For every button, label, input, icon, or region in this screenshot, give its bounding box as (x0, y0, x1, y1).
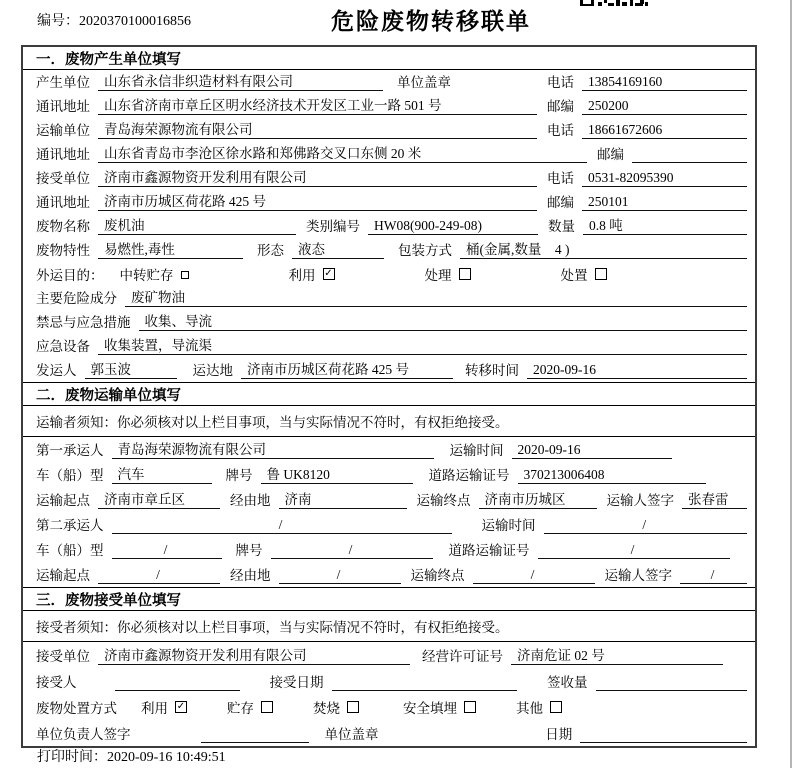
transfer-time-label: 转移时间 (465, 363, 519, 378)
row-second-carrier (23, 512, 755, 537)
row-receiving-person (23, 668, 755, 694)
date-label: 日期 (545, 727, 573, 742)
category-code-label: 类别编号 (306, 219, 360, 234)
doc-number-value: 2020370100016856 (79, 14, 191, 29)
unit-seal-label: 单位盖章 (324, 727, 379, 742)
transporter-name-value: 青岛海荣源物流有限公司 (98, 118, 537, 139)
row-disposal-method (23, 694, 755, 720)
checkbox-icon (347, 701, 359, 713)
road-permit-label: 道路运输证号 (428, 468, 510, 483)
row-hazard-component (23, 286, 755, 310)
checkbox-icon (464, 701, 476, 713)
transporter-address-value: 山东省青岛市李沧区徐水路和郑佛路交叉口东侧 20 米 (98, 142, 587, 163)
receiver-name-value: 济南市鑫源物资开发利用有限公司 (98, 166, 537, 187)
option-label: 中转贮存 (119, 268, 174, 283)
row-emergency-measures (23, 310, 755, 334)
transport-time-label: 运输时间 (481, 518, 536, 533)
zip-label: 邮编 (547, 99, 574, 114)
via-label: 经由地 (230, 493, 271, 508)
option-treat (425, 264, 471, 284)
field-label: 废物特性 (36, 243, 90, 258)
option-store (227, 697, 273, 717)
option-label: 贮存 (227, 701, 254, 716)
row-route-1 (23, 487, 755, 512)
section-receiver (23, 587, 755, 746)
route-end-value: 济南市历城区 (479, 488, 597, 509)
option-label: 处理 (424, 268, 452, 283)
route-end-label: 运输终点 (416, 493, 471, 508)
route-end-value: / (473, 567, 595, 584)
operating-permit-label: 经营许可证号 (422, 649, 503, 664)
field-label: 通讯地址 (36, 147, 90, 162)
responsible-signature-value (201, 733, 309, 743)
producer-name-value: 山东省永信非织造材料有限公司 (98, 70, 383, 91)
emergency-equipment-value: 收集装置，导流渠 (98, 334, 747, 355)
category-code-value: HW08(900-249-08) (368, 218, 538, 235)
via-value: / (279, 567, 401, 584)
field-label: 第二承运人 (36, 518, 104, 533)
road-permit-label: 道路运输证号 (448, 543, 530, 558)
option-dispose (561, 264, 607, 284)
via-label: 经由地 (230, 568, 271, 583)
row-waste-traits (23, 238, 755, 262)
via-value: 济南 (279, 488, 407, 509)
field-label: 废物处置方式 (36, 701, 117, 716)
producer-address-value: 山东省济南市章丘区明水经济技术开发区工业一路 501 号 (98, 94, 537, 115)
row-first-carrier (23, 437, 755, 462)
plate-label: 牌号 (235, 543, 263, 558)
receive-date-value (332, 681, 517, 691)
option-other (516, 697, 562, 717)
option-label: 处置 (560, 268, 588, 283)
field-label: 运输起点 (36, 493, 90, 508)
checkbox-icon (181, 271, 189, 279)
phone-label: 电话 (547, 123, 574, 138)
producer-zip-value: 250200 (582, 98, 747, 115)
waste-name-value: 废机油 (98, 214, 296, 235)
row-receiving-unit (23, 642, 755, 668)
route-origin-value: / (98, 567, 220, 584)
field-label: 车（船）型 (36, 468, 104, 483)
row-producer-address (23, 94, 755, 118)
receiver-zip-value: 250101 (582, 194, 747, 211)
packing-label: 包装方式 (398, 243, 452, 258)
field-label: 运输起点 (36, 568, 90, 583)
route-end-label: 运输终点 (410, 568, 465, 583)
page-edge-line (790, 0, 792, 768)
checkbox-icon (175, 701, 187, 713)
field-label: 单位负责人签字 (36, 727, 131, 742)
field-label: 废物名称 (36, 219, 90, 234)
zip-label: 邮编 (547, 195, 574, 210)
receiver-notice: 接受者须知：你必须核对以上栏目事项，当与实际情况不符时，有权拒绝接受。 (23, 611, 755, 642)
row-transfer-purpose (23, 262, 755, 286)
road-permit-value: 370213006408 (518, 467, 706, 484)
road-permit-value: / (538, 542, 730, 559)
carrier-signature-value: 张春雷 (682, 488, 747, 509)
field-label: 接受单位 (36, 171, 90, 186)
packing-value: 桶(金属,数量 4 ) (460, 238, 747, 259)
option-label: 利用 (141, 701, 168, 716)
emergency-measures-value: 收集、导流 (139, 310, 748, 331)
option-label: 安全填埋 (403, 701, 457, 716)
quantity-label: 数量 (548, 219, 575, 234)
transport-time-value: / (544, 517, 748, 534)
plate-value: 鲁 UK8120 (261, 463, 413, 484)
plate-label: 牌号 (225, 468, 253, 483)
vehicle-type-value: 汽车 (112, 463, 212, 484)
field-label: 第一承运人 (36, 443, 104, 458)
row-route-2 (23, 562, 755, 587)
page-title: 危险废物转移联单 (331, 8, 531, 34)
section-transport (23, 382, 755, 587)
received-quantity-label: 签收量 (547, 675, 588, 690)
option-label: 其他 (516, 701, 543, 716)
first-carrier-value: 青岛海荣源物流有限公司 (112, 438, 434, 459)
option-secure-landfill (403, 697, 476, 717)
checkbox-icon (595, 268, 607, 280)
shipper-name-value: 郭玉波 (85, 358, 177, 379)
receiver-phone-value: 0531-82095390 (582, 170, 747, 187)
receiver-address-value: 济南市历城区荷花路 425 号 (98, 190, 537, 211)
checkbox-icon (323, 268, 335, 280)
field-label: 发运人 (36, 363, 77, 378)
row-transporter-address (23, 142, 755, 166)
carrier-signature-label: 运输人签字 (604, 568, 672, 583)
form-value: 液态 (292, 238, 384, 259)
option-transfer-storage (120, 264, 189, 284)
print-time-label: 打印时间： (37, 750, 107, 765)
doc-number (37, 10, 191, 30)
field-label: 接受单位 (36, 649, 90, 664)
option-label: 利用 (288, 268, 316, 283)
phone-label: 电话 (547, 171, 574, 186)
row-receiver-address (23, 190, 755, 214)
receiving-person-value (115, 681, 240, 691)
row-shipper (23, 358, 755, 382)
option-incinerate (313, 697, 359, 717)
row-vehicle-2 (23, 537, 755, 562)
received-quantity-value (596, 681, 747, 691)
field-label: 主要危险成分 (36, 291, 117, 306)
field-label: 车（船）型 (36, 543, 104, 558)
row-receiver (23, 166, 755, 190)
carrier-signature-label: 运输人签字 (606, 493, 674, 508)
field-label: 禁忌与应急措施 (36, 315, 131, 330)
section-receiver-header: 三．废物接受单位填写 (23, 588, 755, 611)
print-time-value: 2020-09-16 10:49:51 (107, 750, 226, 765)
producer-phone-value: 13854169160 (582, 74, 747, 91)
row-vehicle-1 (23, 462, 755, 487)
field-label: 外运目的： (36, 268, 104, 283)
transfer-time-value: 2020-09-16 (527, 362, 747, 379)
vehicle-type-value: / (112, 542, 222, 559)
transporter-phone-value: 18661672606 (582, 122, 747, 139)
field-label: 接受人 (36, 675, 77, 690)
unit-seal-label: 单位盖章 (397, 75, 451, 90)
row-producer (23, 70, 755, 94)
section-producer-header: 一．废物产生单位填写 (23, 47, 755, 70)
print-time (37, 746, 226, 766)
destination-value: 济南市历城区荷花路 425 号 (241, 358, 453, 379)
waste-traits-value: 易燃性,毒性 (98, 238, 243, 259)
hazard-component-value: 废矿物油 (125, 286, 747, 307)
form-label: 形态 (257, 243, 284, 258)
checkbox-icon (261, 701, 273, 713)
route-origin-value: 济南市章丘区 (98, 488, 220, 509)
field-label: 产生单位 (36, 75, 90, 90)
operating-permit-value: 济南危证 02 号 (511, 644, 723, 665)
row-emergency-equipment (23, 334, 755, 358)
row-waste-name (23, 214, 755, 238)
transporter-zip-value (632, 153, 747, 163)
checkbox-icon (459, 268, 471, 280)
qr-code-fragment-icon (580, 0, 648, 10)
option-label: 焚烧 (313, 701, 340, 716)
doc-number-label: 编号： (37, 14, 79, 29)
transport-time-value: 2020-09-16 (512, 442, 672, 459)
receive-date-label: 接受日期 (269, 675, 324, 690)
check-mark: ✓ (324, 268, 333, 279)
second-carrier-value: / (112, 517, 452, 534)
option-utilize (141, 697, 187, 717)
check-mark: ✓ (176, 701, 186, 712)
date-value (580, 733, 747, 743)
carrier-signature-value: / (680, 567, 747, 584)
destination-label: 运达地 (192, 363, 233, 378)
row-responsible-signature (23, 720, 755, 746)
plate-value: / (271, 542, 433, 559)
zip-label: 邮编 (597, 147, 624, 162)
phone-label: 电话 (547, 75, 574, 90)
manifest-table (21, 45, 757, 748)
checkbox-icon (550, 701, 562, 713)
field-label: 通讯地址 (36, 195, 90, 210)
transporter-notice: 运输者须知：你必须核对以上栏目事项，当与实际情况不符时，有权拒绝接受。 (23, 406, 755, 437)
receiving-unit-value: 济南市鑫源物资开发利用有限公司 (98, 644, 410, 665)
transport-time-label: 运输时间 (449, 443, 504, 458)
field-label: 通讯地址 (36, 99, 90, 114)
field-label: 应急设备 (36, 339, 90, 354)
option-utilize (289, 264, 335, 284)
field-label: 运输单位 (36, 123, 90, 138)
row-transporter (23, 118, 755, 142)
quantity-value: 0.8 吨 (583, 214, 747, 235)
section-transport-header: 二．废物运输单位填写 (23, 383, 755, 406)
section-producer (23, 47, 755, 382)
